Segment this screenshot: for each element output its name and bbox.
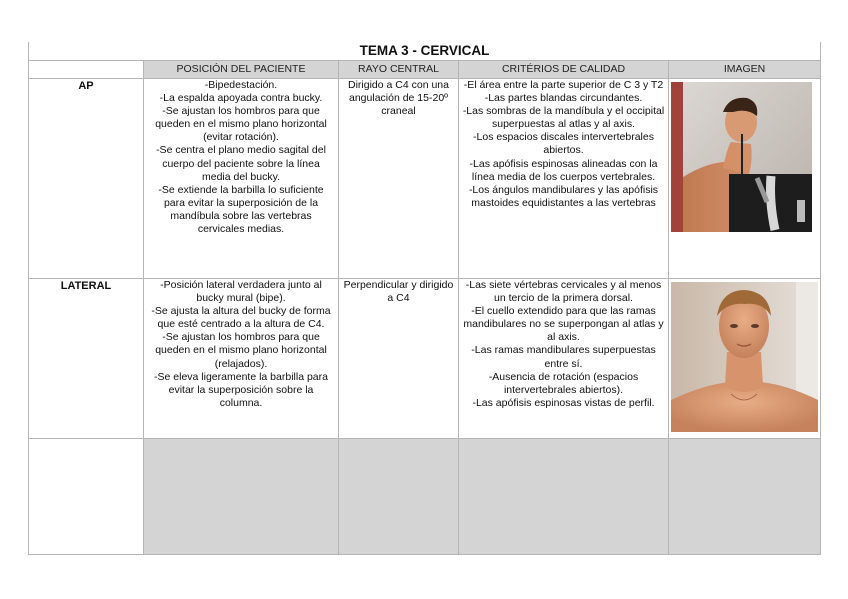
cell-ap-image [669,79,821,279]
cell-lateral-position: -Posición lateral verdadera junto al bucky mural (bipe). -Se ajusta la altura del bucky de forma que esté centrado a la altura de C4. -Se ajustan los hombros para que queden en el mismo plano horizontal (relajados). -Se eleva ligeramente la barbilla para evitar la superposición sobre la columna. [144,279,339,439]
header-row [29,61,821,79]
table-row-empty [29,439,821,555]
lateral-positioning-photo [671,282,818,432]
table-row-lateral [29,279,821,439]
document-sheet [28,42,820,555]
row-label-lateral: LATERAL [29,279,144,439]
cell-ap-quality: -El área entre la parte superior de C 3 y T2 -Las partes blandas circundantes. -Las sombras de la mandíbula y el occipital superpuestas al atlas y al axis. -Los espacios discales intervertebrales abiertos. -Las apófisis espinosas alineadas con la línea media de los cuerpos vertebrales. -Los ángulos mandibulares y las apófisis mastoides equidistantes a las vertebras [459,79,669,279]
row-label-ap: AP [29,79,144,279]
table-row-ap [29,79,821,279]
table-title: TEMA 3 - CERVICAL [29,42,821,61]
cell-ap-ray: Dirigido a C4 con una angulación de 15-20º craneal [339,79,459,279]
cell-ap-position: -Bipedestación. -La espalda apoyada contra bucky. -Se ajustan los hombros para que queden en el mismo plano horizontal (evitar rotación). -Se centra el plano medio sagital del cuerpo del paciente sobre la línea media del bucky. -Se extiende la barbilla lo suficiente para evitar la superposición de la mandíbula sobre las vertebras cervicales medias. [144,79,339,279]
empty-cell [669,439,821,555]
header-image: IMAGEN [669,61,821,79]
cell-lateral-quality: -Las siete vértebras cervicales y al menos un tercio de la primera dorsal. -El cuello extendido para que las ramas mandibulares no se superpongan al atlas y al axis. -Las ramas mandibulares superpuestas entre sí. -Ausencia de rotación (espacios intervertebrales abiertos). -Las apófisis espinosas vistas de perfil. [459,279,669,439]
ap-positioning-photo [671,82,812,232]
cell-lateral-ray: Perpendicular y dirigido a C4 [339,279,459,439]
header-blank [29,61,144,79]
empty-cell-label [29,439,144,555]
header-quality: CRITÉRIOS DE CALIDAD [459,61,669,79]
header-position: POSICIÓN DEL PACIENTE [144,61,339,79]
empty-cell [339,439,459,555]
empty-cell [459,439,669,555]
empty-cell [144,439,339,555]
header-central-ray: RAYO CENTRAL [339,61,459,79]
positioning-table [28,42,821,555]
cell-lateral-image [669,279,821,439]
